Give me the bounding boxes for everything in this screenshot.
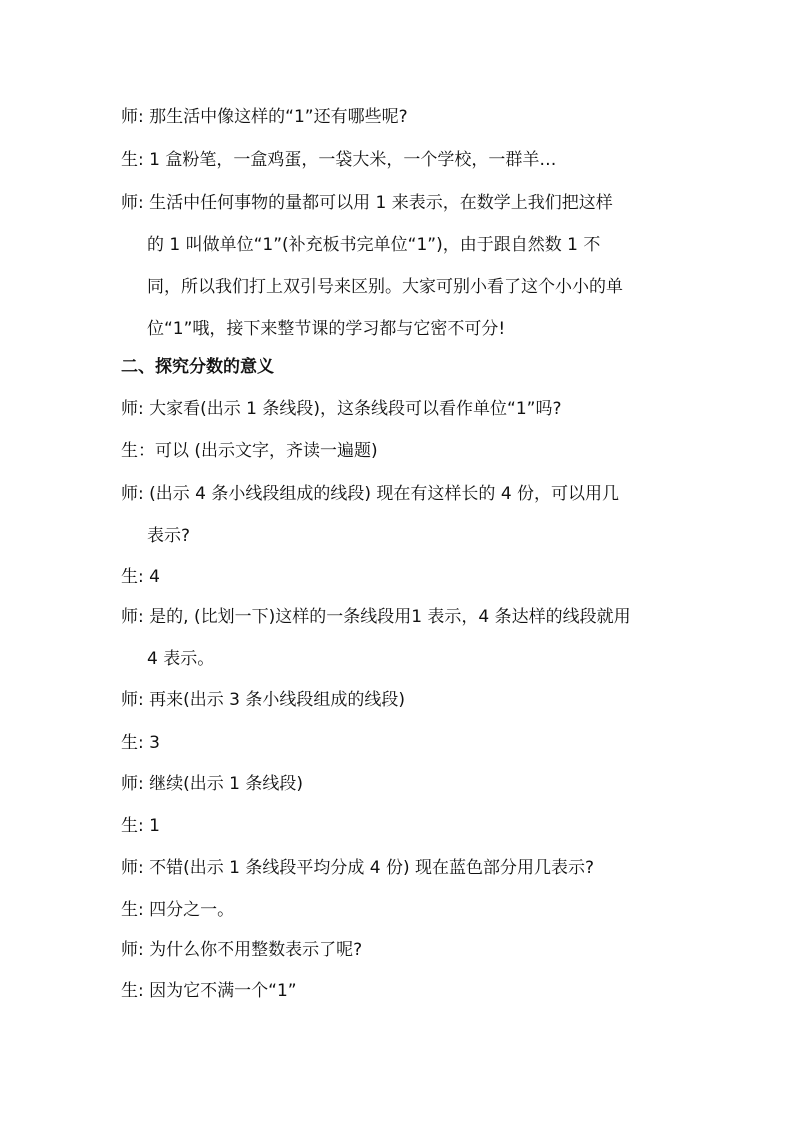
speaker-label: 师: bbox=[121, 607, 144, 627]
line-text: 同，所以我们打上双引号来区别。大家可别小看了这个小小的单 bbox=[147, 277, 623, 297]
dialogue-line-8 bbox=[121, 399, 681, 419]
speaker-label: 生: bbox=[121, 981, 144, 1001]
speaker-label: 生: bbox=[121, 150, 144, 170]
dialogue-line-12 bbox=[121, 567, 681, 587]
speaker-label: 生: bbox=[121, 733, 144, 753]
line-text: 3 bbox=[143, 733, 160, 753]
speaker-label: 生: bbox=[121, 816, 144, 836]
speaker-label: 师: bbox=[121, 774, 144, 794]
speaker-label: 师: bbox=[121, 193, 144, 213]
dialogue-line-18 bbox=[121, 816, 681, 836]
section-heading bbox=[121, 357, 681, 377]
dialogue-line-1 bbox=[121, 107, 681, 127]
dialogue-line-20 bbox=[121, 900, 681, 920]
speaker-label: 生: bbox=[121, 900, 144, 920]
speaker-label: 师: bbox=[121, 107, 144, 127]
dialogue-line-continuation bbox=[147, 526, 707, 546]
speaker-label: 师: bbox=[121, 690, 144, 710]
line-text: 因为它不满一个“1” bbox=[143, 981, 297, 1001]
line-text: 1 盒粉笔，一盒鸡蛋，一袋大米，一个学校，一群羊… bbox=[143, 150, 557, 170]
line-text: 位“1”哦，接下来整节课的学习都与它密不可分! bbox=[147, 319, 506, 339]
dialogue-line-21 bbox=[121, 940, 681, 960]
line-text: 不错(出示 1 条线段平均分成 4 份) 现在蓝色部分用几表示? bbox=[143, 858, 595, 878]
speaker-label: 师: bbox=[121, 399, 144, 419]
line-text: 大家看(出示 1 条线段)，这条线段可以看作单位“1”吗? bbox=[143, 399, 562, 419]
line-text: 再来(出示 3 条小线段组成的线段) bbox=[143, 690, 406, 710]
line-text: 那生活中像这样的“1”还有哪些呢? bbox=[143, 107, 408, 127]
line-text: 4 表示。 bbox=[147, 649, 215, 669]
line-text: 1 bbox=[143, 816, 160, 836]
line-text: 可以 (出示文字，齐读一遍题) bbox=[155, 441, 378, 461]
line-text: 的 1 叫做单位“1”(补充板书完单位“1”)，由于跟自然数 1 不 bbox=[147, 235, 601, 255]
dialogue-line-22 bbox=[121, 981, 681, 1001]
line-text: 继续(出示 1 条线段) bbox=[143, 774, 304, 794]
line-text: 生活中任何事物的量都可以用 1 来表示，在数学上我们把这样 bbox=[143, 193, 613, 213]
speaker-label: 师: bbox=[121, 484, 144, 504]
dialogue-line-13 bbox=[121, 607, 681, 627]
dialogue-line-15 bbox=[121, 690, 681, 710]
dialogue-line-continuation bbox=[147, 649, 707, 669]
speaker-label: 师: bbox=[121, 940, 144, 960]
line-text: 是的, (比划一下)这样的一条线段用1 表示，4 条达样的线段就用 bbox=[143, 607, 631, 627]
dialogue-line-continuation bbox=[147, 277, 707, 297]
dialogue-line-continuation bbox=[147, 235, 707, 255]
dialogue-line-9 bbox=[121, 441, 681, 461]
dialogue-line-continuation bbox=[147, 319, 707, 339]
speaker-label: 生: bbox=[121, 567, 144, 587]
dialogue-line-19 bbox=[121, 858, 681, 878]
dialogue-line-2 bbox=[121, 150, 681, 170]
dialogue-line-3 bbox=[121, 193, 681, 213]
speaker-label: 师: bbox=[121, 858, 144, 878]
line-text: 4 bbox=[143, 567, 160, 587]
line-text: 为什么你不用整数表示了呢? bbox=[143, 940, 363, 960]
dialogue-line-17 bbox=[121, 774, 681, 794]
line-text: 表示? bbox=[147, 526, 191, 546]
dialogue-line-16 bbox=[121, 733, 681, 753]
speaker-label: 生： bbox=[121, 441, 155, 461]
heading-text: 二、探究分数的意义 bbox=[121, 357, 274, 377]
line-text: (出示 4 条小线段组成的线段) 现在有这样长的 4 份，可以用几 bbox=[143, 484, 620, 504]
line-text: 四分之一。 bbox=[143, 900, 235, 920]
dialogue-line-10 bbox=[121, 484, 681, 504]
